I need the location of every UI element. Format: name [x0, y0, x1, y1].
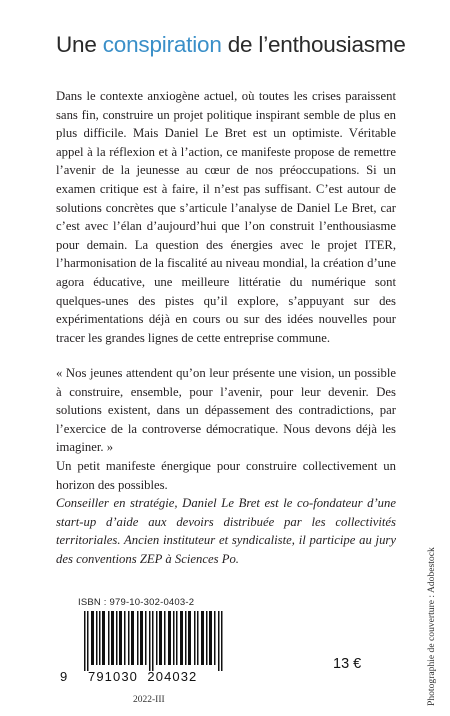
- tagline-paragraph: Un petit manifeste énergique pour construire collectivement un horizon des possibles.: [56, 459, 396, 492]
- title-part-2: de l’enthousiasme: [221, 32, 406, 57]
- isbn-label: ISBN : 979-10-302-0403-2: [78, 597, 195, 608]
- title-part-1: Une: [56, 32, 103, 57]
- summary-paragraph: Dans le contexte anxiogène actuel, où toutes les crises paraissent sans fin, construire un projet politique inspirant semble de plus en plus difficile. Mais Daniel Le Bret est un optimiste. Véritable appel à la réflexion et à l’action, ce manifeste propose de remettre l’avenir de la jeunesse au cœur de nos préoccupations. Si un examen critique est à faire, il n’est pas suffisant. C’est autour de solutions concrètes que s’articule l’analyse de Daniel Le Bret, car c’est avec l’élan d’aujourd’hui que l’on construit l’enthousiasme pour demain. La question des énergies avec le projet ITER, l’harmonisation de la fiscalité au niveau mondial, la création d’une agora éducative, une meilleure littératie du numérique sont quelques-unes des pistes qu’il explore, s’appuyant sur des expérimentations déjà en cours ou sur des idées nouvelles pour tracer les grandes lignes de cette entreprise commune.: [56, 89, 396, 345]
- price: 13 €: [333, 656, 362, 672]
- title-accent-word: conspiration: [102, 32, 222, 57]
- barcode-lead-digit: 9: [60, 669, 68, 684]
- barcode-bars-icon: [78, 611, 238, 671]
- photo-credit: [424, 478, 438, 708]
- edition-code: 2022-III: [133, 695, 165, 705]
- author-bio-paragraph: Conseiller en stratégie, Daniel Le Bret est le co-fondateur d’une start-up d’aide aux devoirs distribuée par les collectivités territoriales. Ancien instituteur et syndicaliste, il participe au jury des conventions ZEP à Sciences Po.: [56, 496, 396, 566]
- barcode: [58, 611, 244, 691]
- author-quote-paragraph: « Nos jeunes attendent qu’on leur présente une vision, un possible à construire, ensemble, pour l’avenir, pour leur devenir. Des solutions existent, dans un dépassement des contradictions, par l’exercice de la controverse démocratique. Nous devons déjà les imaginer. »: [56, 366, 396, 455]
- photo-credit-text: Photographie de couverture : Adobestock: [426, 547, 437, 706]
- barcode-digits: 791030 204032: [88, 669, 198, 684]
- book-title: [56, 32, 416, 58]
